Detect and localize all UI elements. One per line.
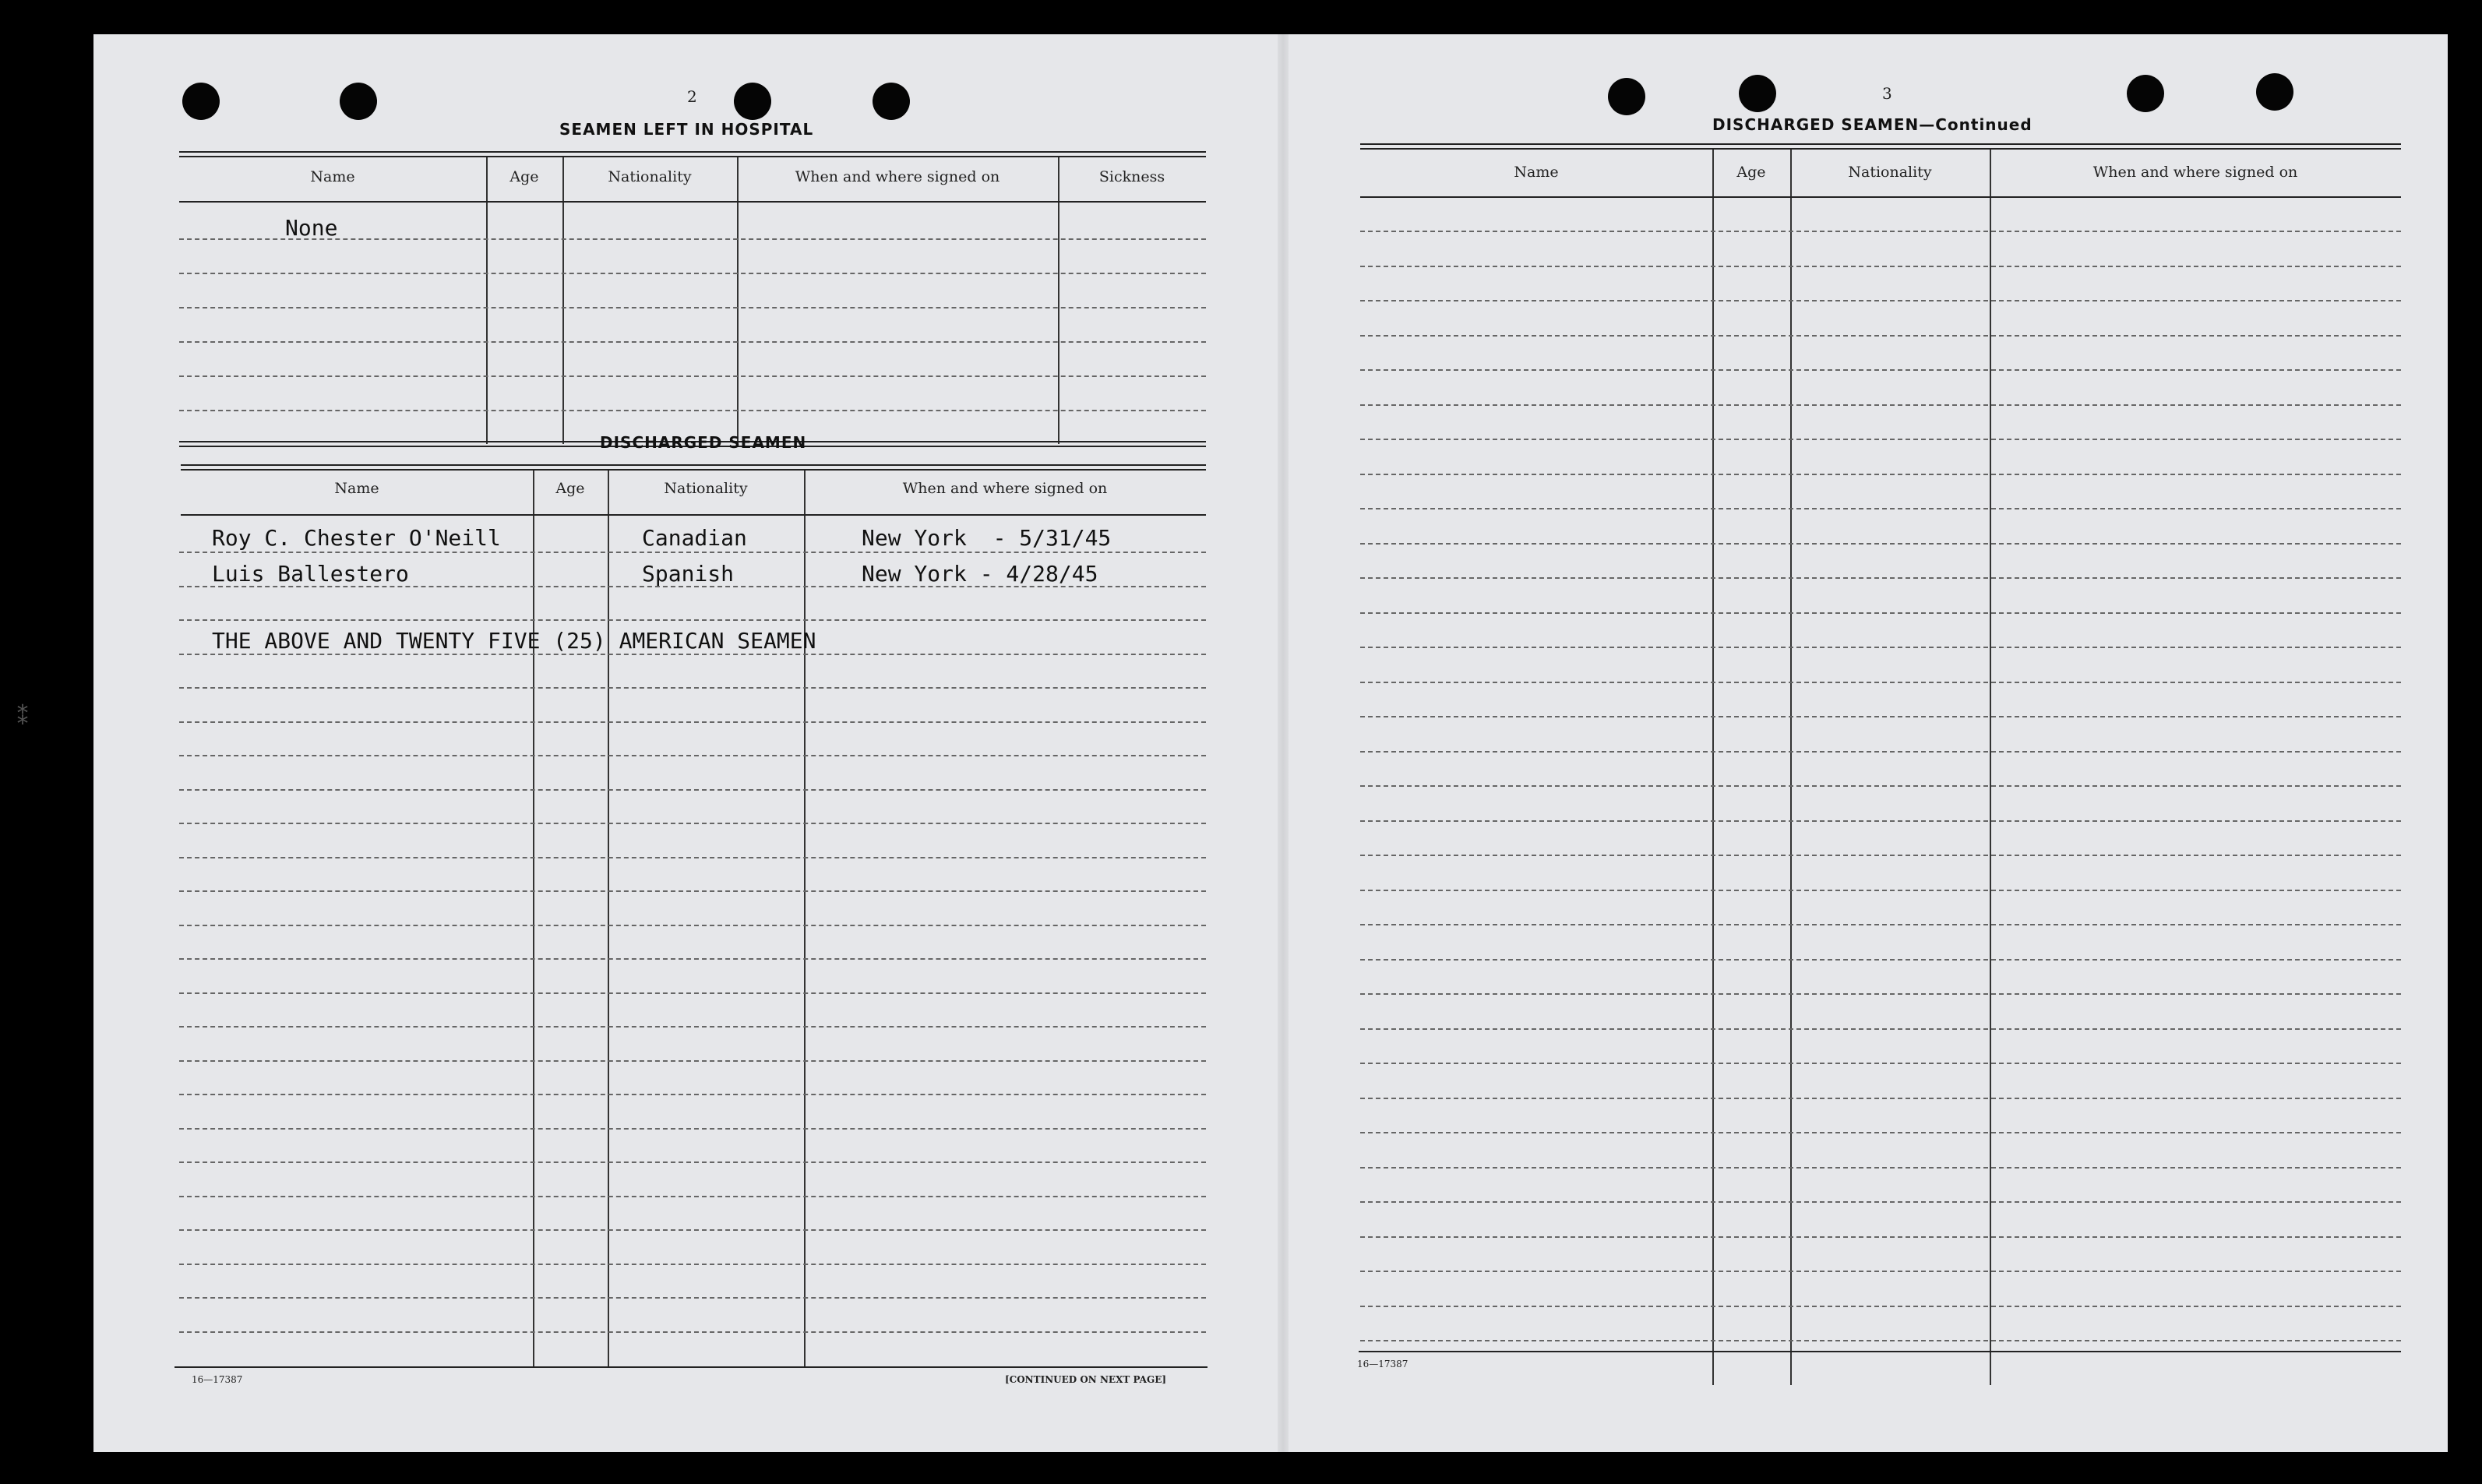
table-row-line — [1360, 1340, 2401, 1341]
column-header-age: Age — [1736, 164, 1766, 181]
table-row-line — [179, 789, 1206, 791]
table-rule — [1360, 148, 2401, 150]
column-header-name: Name — [310, 168, 355, 185]
table-row-line — [179, 375, 1206, 377]
table-row-line — [1360, 404, 2401, 406]
punch-hole — [1739, 75, 1776, 112]
table-row-line — [179, 307, 1206, 308]
column-rule — [533, 471, 534, 1368]
column-header-name: Name — [1514, 164, 1559, 181]
table-row-signed-on: New York - 4/28/45 — [862, 561, 1098, 587]
punch-hole — [734, 83, 771, 120]
table-row-line — [1360, 266, 2401, 267]
table-row-line — [1360, 1132, 2401, 1133]
punch-hole — [182, 83, 220, 120]
table-row-line — [1360, 820, 2401, 822]
table-row-line — [179, 890, 1206, 892]
table-row-line — [179, 1229, 1206, 1231]
column-header-nationality: Nationality — [608, 168, 692, 185]
table-row-line — [1360, 855, 2401, 856]
table-row-line — [179, 1161, 1206, 1163]
continued-note: [CONTINUED ON NEXT PAGE] — [1005, 1374, 1167, 1385]
table-row-nationality: Canadian — [642, 525, 747, 551]
table-row-line — [1360, 543, 2401, 545]
column-header-signed-on: When and where signed on — [902, 480, 1108, 497]
table-row-line — [179, 1196, 1206, 1197]
punch-hole — [1608, 78, 1645, 115]
table-row-line — [1360, 612, 2401, 614]
right-page-number: 3 — [1882, 84, 1892, 103]
table-row-line — [1360, 231, 2401, 232]
table-rule — [181, 514, 1206, 516]
table-row-line — [1360, 785, 2401, 787]
column-header-signed-on: When and where signed on — [2092, 164, 2298, 181]
hospital-entry: None — [285, 215, 338, 241]
table-rule — [179, 151, 1206, 153]
column-header-signed-on: When and where signed on — [795, 168, 1000, 185]
table-row-line — [1360, 1028, 2401, 1030]
table-row-line — [1360, 716, 2401, 717]
punch-hole — [2256, 73, 2293, 111]
table-row-line — [1360, 1201, 2401, 1203]
table-row-line — [179, 341, 1206, 343]
table-row-line — [179, 823, 1206, 824]
ink-mark: ⁑ — [17, 704, 28, 730]
table-row-line — [1360, 369, 2401, 371]
table-row-line — [179, 687, 1206, 689]
discharged-note: THE ABOVE AND TWENTY FIVE (25) AMERICAN SEAMEN — [212, 628, 816, 654]
table-row-line — [179, 721, 1206, 723]
column-rule — [804, 471, 806, 1368]
table-row-line — [1360, 1063, 2401, 1064]
table-row-line — [1360, 474, 2401, 475]
table-row-line — [179, 552, 1206, 553]
table-rule — [179, 201, 1206, 203]
right-form-number: 16—17387 — [1357, 1359, 1408, 1369]
table-row-line — [1360, 959, 2401, 961]
table-row-line — [179, 1331, 1206, 1333]
column-header-age: Age — [555, 480, 585, 497]
left-page-number: 2 — [687, 87, 697, 106]
table-row-line — [1360, 751, 2401, 753]
table-row-line — [1360, 508, 2401, 509]
table-row-line — [179, 857, 1206, 858]
table-row-line — [1360, 300, 2401, 301]
hospital-section-title: SEAMEN LEFT IN HOSPITAL — [559, 120, 814, 139]
table-row-line — [1360, 647, 2401, 648]
table-rule — [1360, 196, 2401, 198]
table-rule — [181, 469, 1206, 471]
table-row-line — [179, 1264, 1206, 1265]
table-row-line — [179, 1026, 1206, 1028]
table-row-line — [179, 925, 1206, 926]
table-row-line — [179, 1297, 1206, 1299]
table-rule — [181, 464, 1206, 466]
punch-hole — [2127, 75, 2164, 112]
table-row-line — [1360, 577, 2401, 579]
table-row-line — [1360, 1306, 2401, 1307]
column-header-nationality: Nationality — [664, 480, 748, 497]
column-header-name: Name — [334, 480, 379, 497]
column-rule — [608, 471, 609, 1368]
table-row-line — [1360, 890, 2401, 891]
table-row-line — [1360, 439, 2401, 440]
table-row-line — [179, 1060, 1206, 1062]
left-form-number: 16—17387 — [192, 1374, 243, 1385]
table-rule — [1359, 1351, 2401, 1352]
table-row-line — [179, 1094, 1206, 1095]
table-row-line — [1360, 1167, 2401, 1169]
table-row-line — [1360, 682, 2401, 683]
table-row-signed-on: New York - 5/31/45 — [862, 525, 1112, 551]
table-row-nationality: Spanish — [642, 561, 735, 587]
right-section-title: DISCHARGED SEAMEN—Continued — [1712, 115, 2032, 134]
column-header-sickness: Sickness — [1098, 168, 1165, 185]
page-fold — [1278, 34, 1289, 1452]
table-row-line — [179, 619, 1206, 621]
table-row-name: Luis Ballestero — [212, 561, 409, 587]
table-row-line — [1360, 335, 2401, 337]
document-sheet — [17, 34, 2448, 1452]
table-row-line — [1360, 993, 2401, 995]
discharged-section-title: DISCHARGED SEAMEN — [600, 433, 807, 452]
table-row-line — [179, 992, 1206, 994]
column-header-age: Age — [509, 168, 539, 185]
table-row-line — [179, 273, 1206, 274]
table-row-line — [179, 755, 1206, 756]
table-row-line — [179, 1128, 1206, 1130]
table-row-line — [1360, 1271, 2401, 1272]
table-rule — [179, 156, 1206, 157]
punch-hole — [340, 83, 377, 120]
table-row-line — [179, 410, 1206, 411]
table-row-line — [179, 958, 1206, 960]
table-row-line — [1360, 1236, 2401, 1238]
table-rule — [1360, 143, 2401, 145]
table-rule — [175, 1366, 1208, 1368]
column-header-nationality: Nationality — [1848, 164, 1932, 181]
table-row-line — [1360, 1098, 2401, 1099]
punch-hole — [873, 83, 910, 120]
table-row-name: Roy C. Chester O'Neill — [212, 525, 501, 551]
table-row-line — [1360, 924, 2401, 925]
